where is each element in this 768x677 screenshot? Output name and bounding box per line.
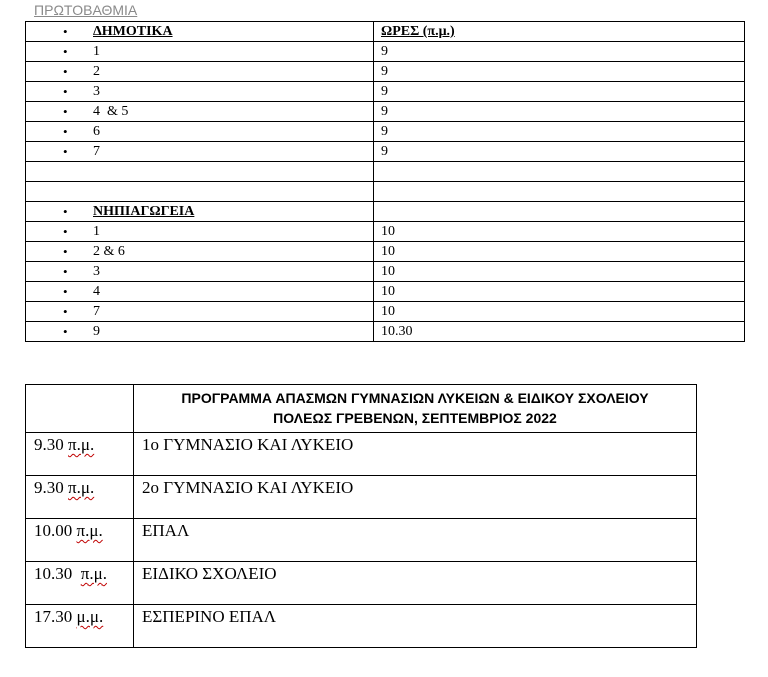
school-name: 1ο ΓΥΜΝΑΣΙΟ ΚΑΙ ΛΥΚΕΙΟ <box>134 433 697 476</box>
school-time: 10 <box>374 282 745 302</box>
school-number: 1 <box>93 224 100 239</box>
primary-header: ΔΗΜΟΤΙΚΑ <box>93 24 173 39</box>
bullet: • <box>63 124 68 139</box>
time-value: 10.30 <box>34 564 81 583</box>
school-number: 4 <box>93 284 100 299</box>
time-unit: μ.μ. <box>76 607 104 626</box>
school-time: 10 <box>374 302 745 322</box>
table-row <box>26 242 745 262</box>
school-name: ΕΙΔΙΚΟ ΣΧΟΛΕΙΟ <box>134 562 697 605</box>
bullet: • <box>63 224 68 239</box>
bullet: • <box>63 244 68 259</box>
bullet: • <box>63 44 68 59</box>
table-row <box>26 202 745 222</box>
bullet: • <box>63 104 68 119</box>
time-unit: π.μ. <box>68 435 95 454</box>
table-row <box>26 302 745 322</box>
bullet: • <box>63 304 68 319</box>
school-time: 10 <box>374 222 745 242</box>
table-row <box>26 82 745 102</box>
bullet: • <box>63 24 68 39</box>
table-row <box>26 42 745 62</box>
time-value: 9.30 <box>34 435 68 454</box>
school-number: 7 <box>93 304 100 319</box>
table-row <box>26 22 745 42</box>
table-row <box>26 433 697 476</box>
schedule-title-line2: ΠΟΛΕΩΣ ΓΡΕΒΕΝΩΝ, ΣΕΠΤΕΜΒΡΙΟΣ 2022 <box>273 410 557 426</box>
table-header-row <box>26 385 697 433</box>
school-time: 9 <box>374 122 745 142</box>
hours-header: ΩΡΕΣ (π.μ.) <box>374 22 745 42</box>
section-title: ΠΡΩΤΟΒΑΘΜΙΑ <box>34 2 138 18</box>
table-row <box>26 519 697 562</box>
table-row <box>26 222 745 242</box>
school-time: 9 <box>374 82 745 102</box>
bullet: • <box>63 324 68 339</box>
empty-row <box>26 182 745 202</box>
time-value: 9.30 <box>34 478 68 497</box>
school-number: 9 <box>93 324 100 339</box>
empty-row <box>26 162 745 182</box>
school-time: 9 <box>374 62 745 82</box>
table-row <box>26 262 745 282</box>
bullet: • <box>63 264 68 279</box>
school-number: 3 <box>93 84 100 99</box>
school-number: 4 & 5 <box>93 104 129 119</box>
bullet: • <box>63 64 68 79</box>
school-number: 3 <box>93 264 100 279</box>
time-value: 17.30 <box>34 607 77 626</box>
school-time: 9 <box>374 142 745 162</box>
school-time: 9 <box>374 102 745 122</box>
school-time: 10 <box>374 242 745 262</box>
table-row <box>26 62 745 82</box>
kindergarten-header: ΝΗΠΙΑΓΩΓΕΙΑ <box>93 204 195 219</box>
table-row <box>26 282 745 302</box>
table-row <box>26 322 745 342</box>
school-name: ΕΠΑΛ <box>134 519 697 562</box>
school-number: 2 <box>93 64 100 79</box>
school-name: ΕΣΠΕΡΙΝΟ ΕΠΑΛ <box>134 605 697 648</box>
table-row <box>26 122 745 142</box>
school-number: 2 & 6 <box>93 244 125 259</box>
schedule-title-line1: ΠΡΟΓΡΑΜΜΑ ΑΠΑΣΜΩΝ ΓΥΜΝΑΣΙΩΝ ΛΥΚΕΙΩΝ & ΕΙΔΙΚΟΥ ΣΧΟΛΕΙΟΥ <box>181 390 649 406</box>
schedule-title <box>134 385 697 433</box>
school-name: 2ο ΓΥΜΝΑΣΙΟ ΚΑΙ ΛΥΚΕΙΟ <box>134 476 697 519</box>
time-unit: π.μ. <box>76 521 103 540</box>
time-value: 10.00 <box>34 521 77 540</box>
bullet: • <box>63 204 68 219</box>
school-number: 6 <box>93 124 100 139</box>
bullet: • <box>63 84 68 99</box>
table-row <box>26 142 745 162</box>
school-number: 1 <box>93 44 100 59</box>
school-time: 9 <box>374 42 745 62</box>
school-time: 10 <box>374 262 745 282</box>
primary-schedule-table <box>25 21 745 342</box>
secondary-schedule-table <box>25 384 697 648</box>
table-row <box>26 562 697 605</box>
school-number: 7 <box>93 144 100 159</box>
table-row <box>26 476 697 519</box>
bullet: • <box>63 144 68 159</box>
bullet: • <box>63 284 68 299</box>
time-unit: π.μ. <box>80 564 107 583</box>
school-time: 10.30 <box>374 322 745 342</box>
time-unit: π.μ. <box>68 478 95 497</box>
table-row <box>26 605 697 648</box>
table-row <box>26 102 745 122</box>
